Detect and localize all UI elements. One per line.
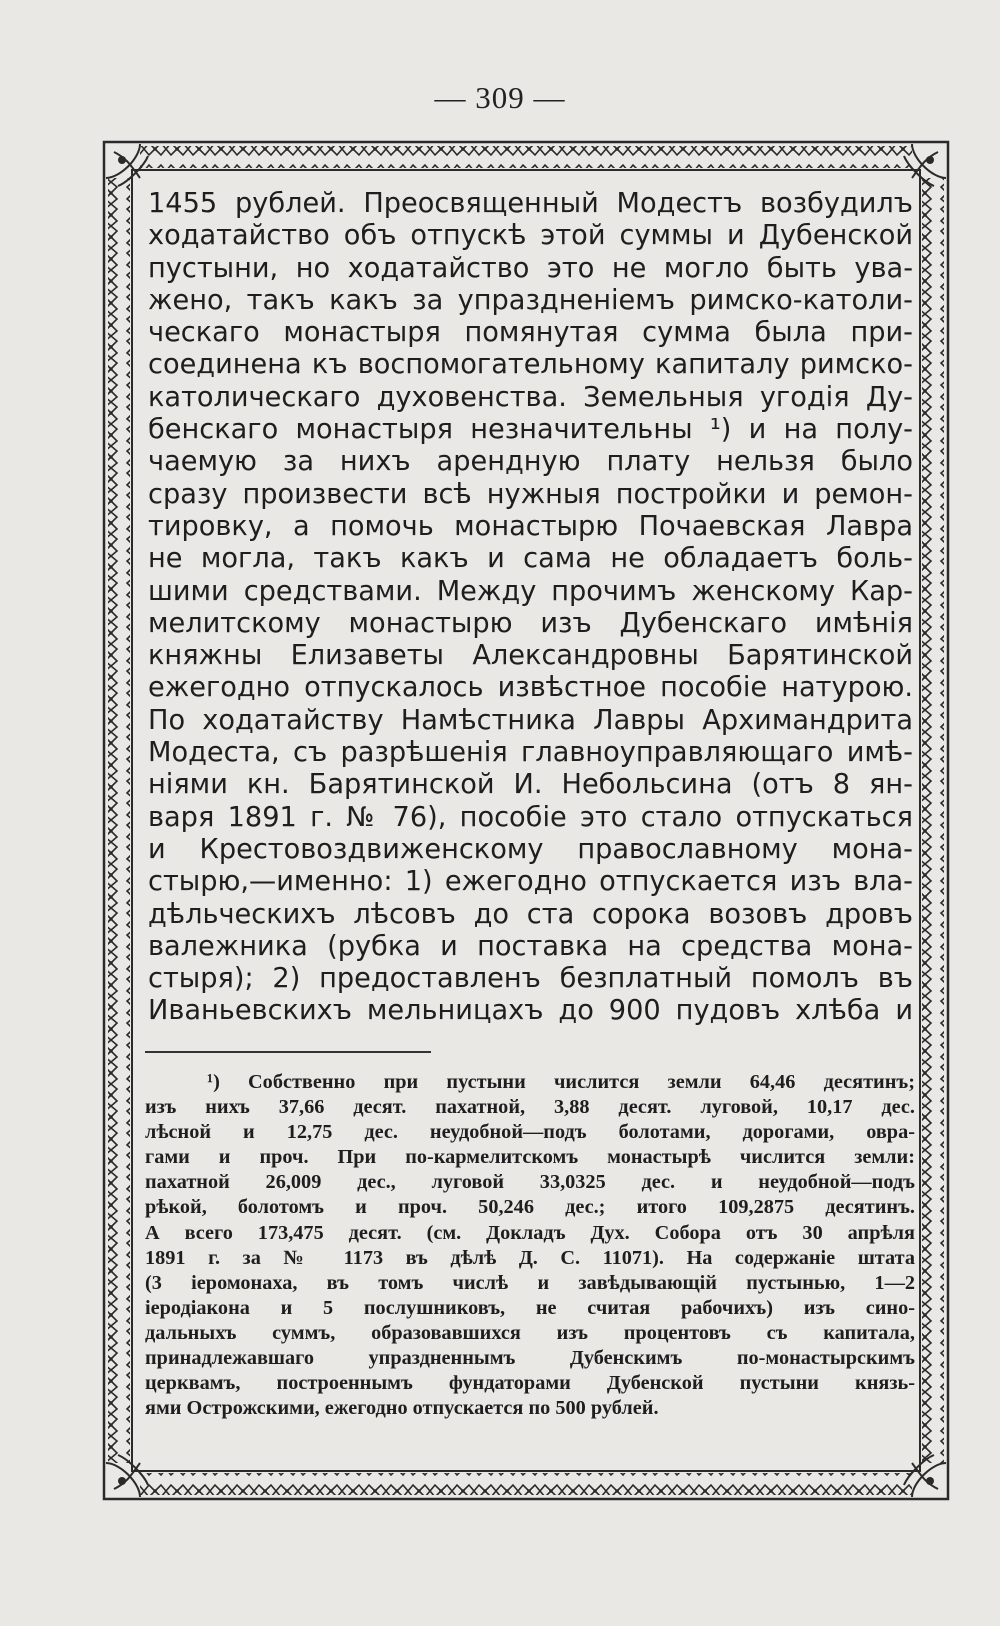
footnote [145,1070,915,1421]
text-line: дѣльческихъ лѣсовъ до ста сорока возовъ дровъ [148,898,913,930]
footnote-line: іеродіакона и 5 послушниковъ, не считая рабочихъ) изъ сино- [145,1296,915,1319]
text-line: не могла, такъ какъ и сама не обладаетъ боль- [148,543,913,575]
text-line: валежника (рубка и поставка на средства мона- [148,930,913,962]
footnote-line: лѣсной и 12,75 дес. неудобной—подъ болотами, дорогами, овра- [145,1121,915,1144]
footnote-line: (3 іеромонаха, въ томъ числѣ и завѣдывающій пустынью, 1—2 [145,1271,915,1294]
text-line: ежегодно отпускалось извѣстное пособіе натурою. [148,672,913,704]
text-line: ходатайство объ отпускѣ этой суммы и Дубенской [148,220,913,252]
text-line: мелитскому монастырю изъ Дубенскаго имѣнія [148,607,913,639]
footnote-line: дальныхъ суммъ, образовавшихся изъ процентовъ съ капитала, [145,1321,915,1344]
footnote-line: 1891 г. за № 1173 въ дѣлѣ Д. С. 11071). На содержаніе штата [145,1246,915,1269]
text-line: сразу произвести всѣ нужныя постройки и ремон- [148,478,913,510]
footnote-line: рѣкой, болотомъ и проч. 50,246 дес.; итого 109,2875 десятинъ. [145,1196,915,1219]
text-line: ческаго монастыря помянутая сумма была при- [148,317,913,349]
text-line: тировку, а помочь монастырю Почаевская Лавра [148,510,913,542]
footnote-line: изъ нихъ 37,66 десят. пахатной, 3,88 десят. луговой, 10,17 дес. [145,1096,915,1119]
text-line: бенскаго монастыря незначительны ¹) и на полу- [148,414,913,446]
text-line: По ходатайству Намѣстника Лавры Архимандрита [148,704,913,736]
text-line: стыря); 2) предоставленъ безплатный помолъ въ [148,963,913,995]
footnote-line: А всего 173,475 десят. (см. Докладъ Дух. Собора отъ 30 апрѣля [145,1221,915,1244]
footnote-line: гами и проч. При по-кармелитскомъ монастырѣ числится земли: [145,1146,915,1169]
text-line: Модеста, съ разрѣшенія главноуправляющаго имѣ- [148,737,913,769]
text-line: Иваньевскихъ мельницахъ до 900 пудовъ хлѣба и [148,995,913,1027]
text-line: шими средствами. Между прочимъ женскому Кар- [148,575,913,607]
text-line: чаемую за нихъ арендную плату нельзя было [148,446,913,478]
main-text [148,188,913,1028]
text-line: 1455 рублей. Преосвященный Модестъ возбудилъ [148,188,913,219]
text-line: варя 1891 г. № 76), пособіе это стало отпускаться [148,801,913,833]
footnote-line: ¹) Собственно при пустыни числится земли 64,46 десятинъ; [207,1071,915,1093]
text-line: и Крестовоздвиженскому православному мона- [148,833,913,865]
text-line: ніями кн. Барятинской И. Небольсина (отъ 8 ян- [148,769,913,801]
text-line: княжны Елизаветы Александровны Барятинской [148,640,913,672]
footnote-line: церквамъ, построеннымъ фундаторами Дубенской пустыни князь- [145,1372,915,1395]
footnote-line: ями Острожскими, ежегодно отпускается по 500 рублей. [145,1397,659,1420]
footnote-line: принадлежавшаго упраздненнымъ Дубенскимъ по-монастырскимъ [145,1347,915,1370]
page-number: — 309 — [434,80,566,115]
text-line: пустыни, но ходатайство это не могло быть ува- [148,252,913,284]
text-line: соединена къ воспомогательному капиталу римско- [148,349,913,381]
text-line: жено, такъ какъ за упраздненіемъ римско-католи- [148,284,913,316]
text-line: стырю,—именно: 1) ежегодно отпускается изъ вла- [148,866,913,898]
footnote-line: пахатной 26,009 дес., луговой 33,0325 дес. и неудобной—подъ [145,1171,915,1194]
text-line: католическаго духовенства. Земельныя угодія Ду- [148,381,913,413]
footnote-divider [145,1051,431,1053]
